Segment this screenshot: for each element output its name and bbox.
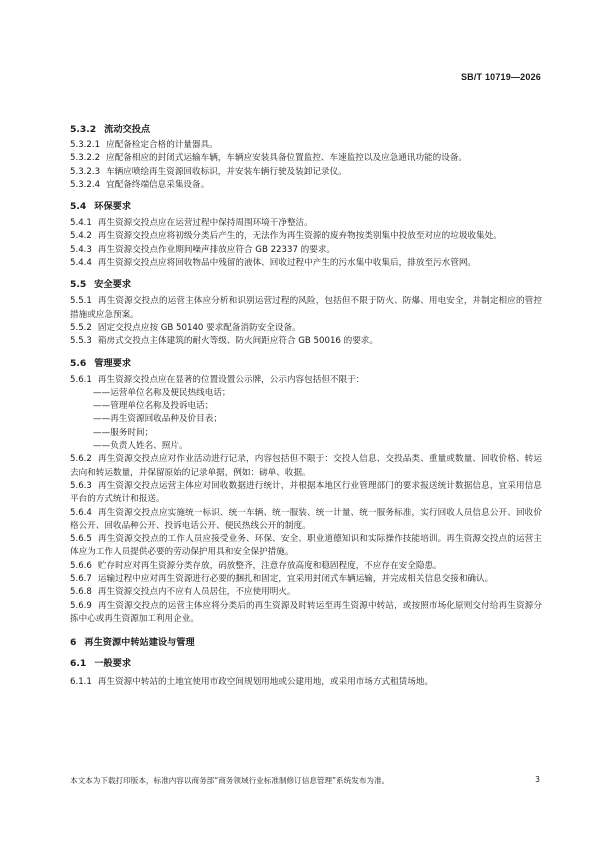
section-heading — [70, 278, 542, 291]
clause-number: 5.3.2.2 — [70, 153, 101, 164]
clause-number: 5.6.4 — [70, 507, 92, 518]
clause-text: 再生资源交投点应实施统一标识、统一车辆、统一服装、统一计量、统一服务标准，实行回收人员信息公开、回收价格公开、回收品种公开、投诉电话公开、便民热线公开的制度。 — [70, 507, 542, 531]
clause-text: 固定交投点应按 GB 50140 要求配备消防安全设备。 — [97, 322, 301, 333]
clause-number: 5.6.6 — [70, 560, 92, 571]
clause-text: 再生资源交投点应在显著的位置设置公示牌，公示内容包括但不限于： — [97, 374, 365, 385]
clause-number: 5.3.2.3 — [70, 166, 101, 177]
clause-text: 再生资源交投点内不应有人员居住，不应使用明火。 — [97, 587, 296, 598]
clause-text: 再生资源交投点应在运营过程中保持周围环境干净整洁。 — [97, 218, 313, 229]
clause-number: 5.6.3 — [70, 480, 92, 491]
clause-text: 再生资源交投点应将回收物品中残留的液体、回收过程中产生的污水集中收集后，排放至污水管网。 — [97, 258, 477, 269]
clause — [70, 374, 542, 387]
clause-number: 5.5.1 — [70, 296, 92, 307]
clause — [70, 533, 542, 560]
clause-number: 5.3.2.1 — [70, 140, 101, 150]
clause-number: 5.6.7 — [70, 574, 92, 585]
section-title: 流动交投点 — [104, 124, 151, 135]
clause-number: 6.1.1 — [70, 677, 92, 688]
clause — [70, 600, 542, 627]
clause — [70, 335, 542, 348]
clause-text: 应配备相应的封闭式运输车辆，车辆应安装具备位置监控、车速监控以及应急通讯功能的设备。 — [106, 153, 468, 164]
section-title: 管理要求 — [94, 357, 132, 369]
clause-text: 再生资源交投点应将初级分类后产生的，无法作为再生资源的废弃物按类别集中投放至对应的垃圾收集处。 — [97, 231, 502, 242]
section-heading — [70, 357, 542, 370]
clause-text: 应配备检定合格的计量器具。 — [106, 140, 218, 150]
chapter-number: 6 — [70, 637, 77, 649]
list-item: ——运营单位名称及便民热线电话； — [93, 387, 231, 398]
chapter-heading — [70, 636, 542, 649]
clause-number: 5.4.4 — [70, 258, 92, 269]
page-footer — [70, 775, 540, 786]
clause-number: 5.3.2.4 — [70, 179, 101, 190]
clause-text: 再生资源交投点的运营主体应将分类后的再生资源及时转运至再生资源中转站，或按照市场化原则交付给再生资源分拣中心或再生资源加工利用企业。 — [70, 600, 542, 624]
section-title: 安全要求 — [94, 279, 132, 291]
clause-text: 再生资源交投点应对作业活动进行记录，内容包括但不限于：交投人信息、交投品类、重量或数量、回收价格、转运去向和转运数量，并保留原始的记录单据，例如：磅单、收据。 — [70, 454, 542, 478]
clause-number: 5.5.2 — [70, 322, 92, 333]
clause — [70, 179, 542, 192]
clause — [70, 676, 542, 689]
clause-number: 5.6.9 — [70, 600, 92, 611]
clause — [70, 139, 542, 152]
section-title: 一般要求 — [94, 658, 132, 670]
clause — [70, 244, 542, 257]
section-title: 环保要求 — [94, 201, 132, 213]
clause-text: 再生资源交投点的工作人员应接受业务、环保、安全、职业道德知识和实际操作技能培训。再生资源交投点的运营主体应为工作人员提供必要的劳动保护用具和安全保护措施。 — [70, 534, 542, 558]
clause — [70, 230, 542, 243]
list-item: ——再生资源回收品种及价目表； — [93, 414, 222, 425]
clause-number: 5.6.1 — [70, 374, 92, 385]
clause-number: 5.6.2 — [70, 454, 92, 465]
clause-text: 车辆应喷绘再生资源回收标识，并安装车辆行驶及装卸记录仪。 — [106, 166, 347, 177]
clause-text: 再生资源交投点的运营主体应分析和识别运营过程的风险，包括但不限于防火、防爆、用电安全，并制定相应的管控措施或应急预案。 — [70, 296, 542, 320]
section-number: 5.4 — [70, 201, 87, 213]
clause-text: 箱房式交投点主体建筑的耐火等级、防火间距应符合 GB 50016 的要求。 — [97, 336, 378, 347]
section-heading — [70, 123, 542, 136]
section-number: 5.5 — [70, 279, 87, 291]
section-number: 6.1 — [70, 658, 87, 670]
clause-number: 5.6.8 — [70, 587, 92, 598]
document-body — [70, 119, 542, 690]
clause-number: 5.4.1 — [70, 218, 92, 229]
clause — [70, 295, 542, 322]
clause — [70, 152, 542, 165]
clause-text: 再生资源交投点作业期间噪声排放应符合 GB 22337 的要求。 — [97, 244, 336, 255]
clause-text: 再生资源中转站的土地宜使用市政空间规划用地或公建用地，或采用市场方式租赁场地。 — [97, 677, 434, 688]
clause-text: 运输过程中应对再生资源进行必要的捆扎和固定，宜采用封闭式车辆运输，并完成相关信息交接和确认。 — [97, 574, 494, 585]
clause — [70, 453, 542, 480]
clause — [70, 322, 542, 335]
clause — [70, 480, 542, 507]
list-item: ——负责人姓名、照片。 — [93, 441, 188, 452]
clause-text: 再生资源交投点运营主体应对回收数据进行统计，并根据本地区行业管理部门的要求报送统计数据信息，宜采用信息平台的方式统计和报送。 — [70, 480, 542, 505]
section-number: 5.6 — [70, 357, 87, 369]
clause — [70, 217, 542, 230]
clause — [70, 166, 542, 179]
section-number: 5.3.2 — [70, 124, 97, 135]
list-item: ——管理单位名称及投诉电话； — [93, 401, 214, 412]
clause — [70, 507, 542, 534]
clause-number: 5.4.3 — [70, 244, 92, 255]
page-number: 3 — [535, 775, 540, 784]
clause-text: 宜配备终端信息采集设备。 — [106, 179, 210, 190]
section-heading — [70, 657, 542, 670]
clause — [70, 560, 542, 573]
clause — [70, 257, 542, 270]
clause-number: 5.6.5 — [70, 534, 92, 545]
section-heading — [70, 200, 542, 213]
clause-number: 5.5.3 — [70, 336, 92, 347]
chapter-title: 再生资源中转站建设与管理 — [84, 637, 195, 649]
clause-text: 贮存时应对再生资源分类存放，码放整齐，注意存放高度和稳固程度，不应存在安全隐患。 — [97, 560, 442, 571]
footer-note: 本文本为下载打印版本，标准内容以商务部“商务领域行业标准制修订信息管理”系统发布为准。 — [70, 776, 390, 785]
list-item: ——服务时间； — [93, 427, 154, 438]
clause — [70, 573, 542, 586]
clause-number: 5.4.2 — [70, 231, 92, 242]
clause — [70, 586, 542, 599]
standard-number: SB/T 10719—2026 — [460, 72, 541, 82]
